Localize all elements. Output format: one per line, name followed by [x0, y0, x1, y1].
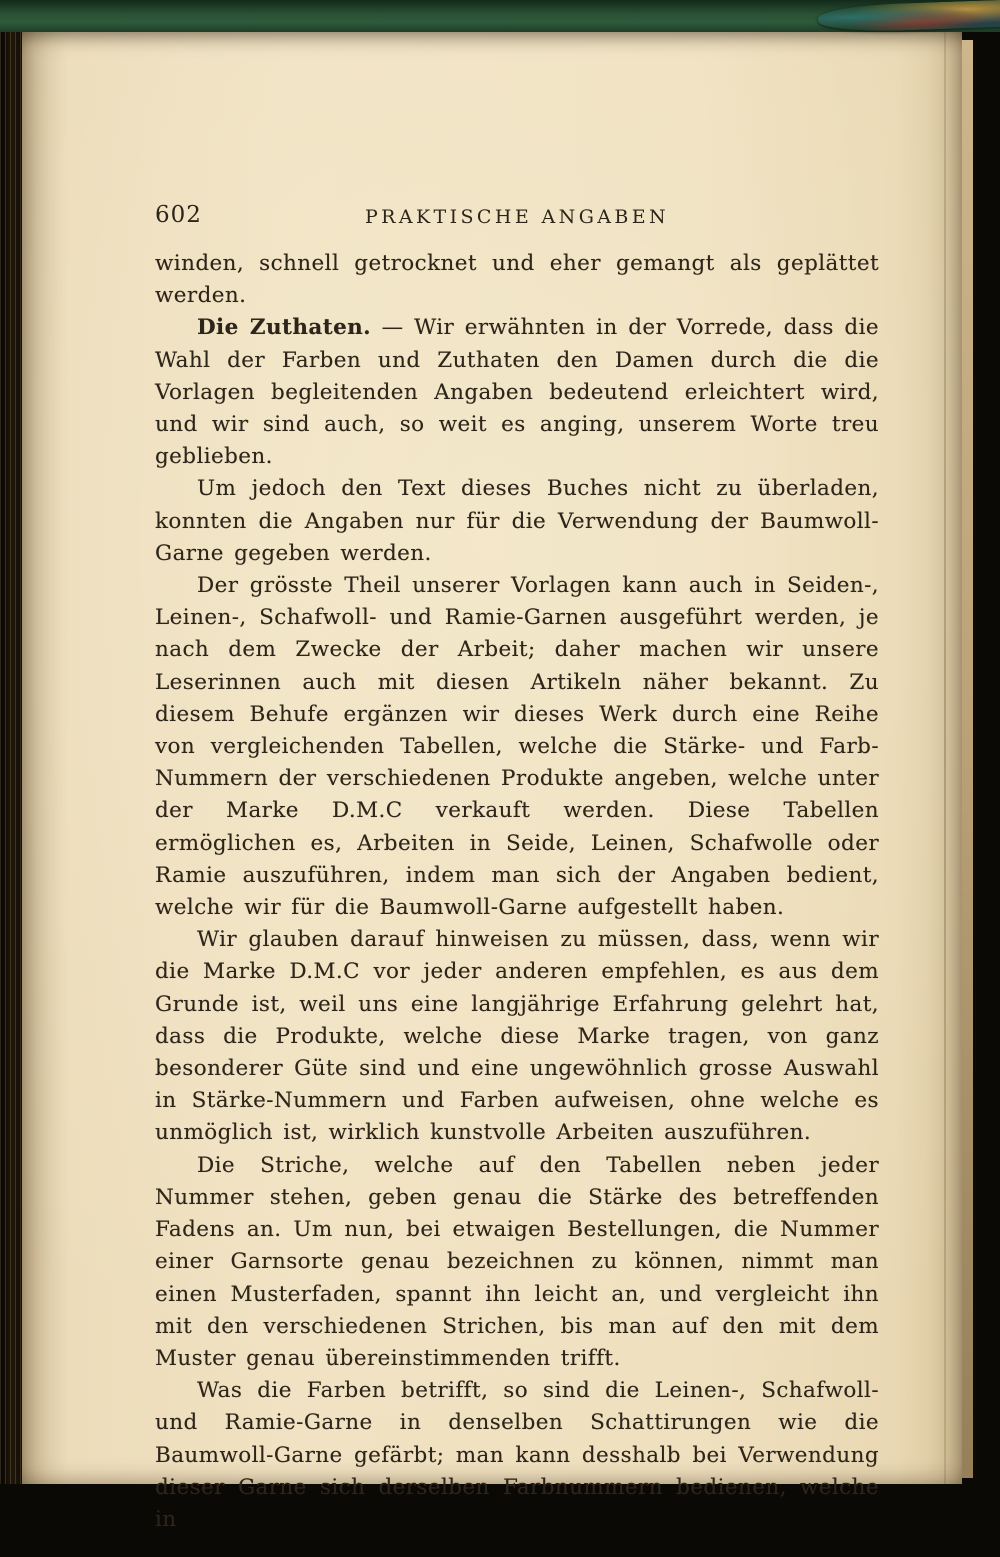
paragraph-text: — Wir erwähnten in der Vorrede, dass die Wahl der Farben und Zuthaten den Damen durch die die Vorlagen begleitenden Angaben bedeutend erleichtert wird, und wir sind auch, so weit es anging, unserem Worte treu geblieben. [155, 315, 879, 470]
text-block [155, 248, 879, 1536]
paragraph-text: winden, schnell getrocknet und eher gemangt als geplättet werden. [155, 251, 879, 309]
page-number: 602 [155, 202, 202, 228]
paragraph-text: Wir glauben darauf hinweisen zu müssen, dass, wenn wir die Marke D.M.C vor jeder anderen empfehlen, es aus dem Grunde ist, weil uns eine langjährige Erfahrung gelehrt hat, dass die Produkte, welche diese Marke tragen, von ganz besonderer Güte sind und eine ungewöhnlich grosse Auswahl in Stärke-Nummern und Farben aufweisen, ohne welche es unmöglich ist, wirklich kunstvolle Arbeiten auszuführen. [155, 927, 879, 1146]
paragraph [155, 1150, 879, 1375]
paragraph-text: Um jedoch den Text dieses Buches nicht zu überladen, konnten die Angaben nur für die Verwendung der Baumwoll-Garne gegeben werden. [155, 476, 879, 566]
paragraph [155, 473, 879, 570]
paragraph-text: Was die Farben betrifft, so sind die Leinen-, Schafwoll- und Ramie-Garne in denselben Schattirungen wie die Baumwoll-Garne gefärbt; man kann desshalb bei Verwendung dieser Garne sich derselben Farbnummern bedienen, welche in [155, 1378, 879, 1532]
paragraph-text: Der grösste Theil unserer Vorlagen kann auch in Seiden-, Leinen-, Schafwoll- und Ramie-Garnen ausgeführt werden, je nach dem Zwecke der Arbeit; daher machen wir unsere Leserinnen auch mit diesen Artikeln näher bekannt. Zu diesem Behufe ergänzen wir dieses Werk durch eine Reihe von vergleichenden Tabellen, welche die Stärke- und Farb-Nummern der verschiedenen Produkte angeben, welche unter der Marke D.M.C verkauft werden. Diese Tabellen ermöglichen es, Arbeiten in Seide, Leinen, Schafwolle oder Ramie auszuführen, indem man sich der Angaben bedient, welche wir für die Baumwoll-Garne aufgestellt haben. [155, 573, 879, 921]
paragraph-lead: Die Zuthaten. [197, 315, 372, 341]
paragraph [155, 924, 879, 1149]
page-header [155, 200, 879, 232]
running-title: PRAKTISCHE ANGABEN [364, 206, 670, 228]
book-page [22, 32, 962, 1532]
paragraph [155, 1375, 879, 1536]
paragraph-text: Die Striche, welche auf den Tabellen neben jeder Nummer stehen, geben genau die Stärke des betreffenden Fadens an. Um nun, bei etwaigen Bestellungen, die Nummer einer Garnsorte genau bezeichnen zu können, nimmt man einen Musterfaden, spannt ihn leicht an, und vergleicht ihn mit den verschiedenen Strichen, bis man auf den mit dem Muster genau übereinstimmenden trifft. [155, 1152, 879, 1371]
paragraph [155, 312, 879, 473]
paragraph [155, 570, 879, 924]
book-page-edge-right [962, 40, 976, 1478]
book-page-edges-left [0, 32, 22, 1484]
paragraph [155, 248, 879, 312]
